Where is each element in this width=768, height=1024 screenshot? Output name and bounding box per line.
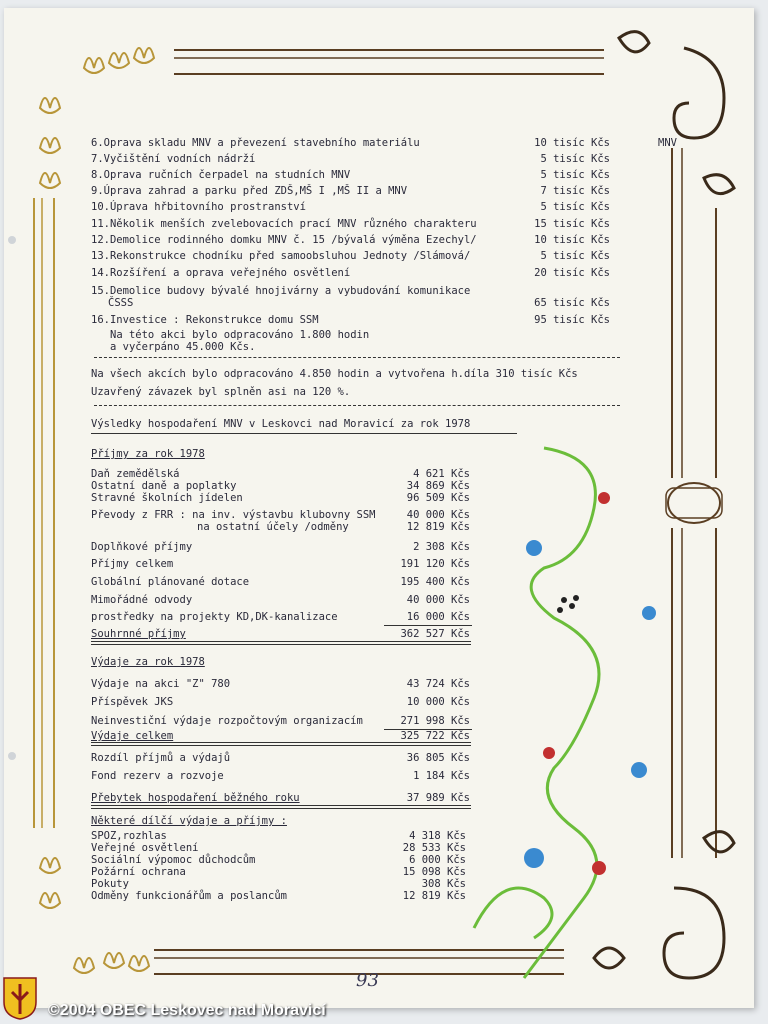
item-9-amount: 7 tisíc Kčs <box>540 185 610 197</box>
expenses-heading: Výdaje za rok 1978 <box>91 656 205 668</box>
item-11-amount: 15 tisíc Kčs <box>534 218 610 230</box>
income-heading: Příjmy za rok 1978 <box>91 448 205 460</box>
income-label: prostředky na projekty KD,DK-kanalizace <box>91 611 338 623</box>
footer-watermark <box>0 998 768 1024</box>
copyright-text: ©2004 OBEC Leskovec nad Moravicí <box>48 1002 326 1019</box>
item-11-text: 11.Několik menších zvelebovacích prací MNV různého charakteru <box>91 218 477 230</box>
item-7-amount: 5 tisíc Kčs <box>540 153 610 165</box>
akce-note-1: Na této akci bylo odpracováno 1.800 hodin <box>110 329 370 341</box>
item-10-text: 10.Úprava hřbitovního prostranství <box>91 201 306 213</box>
partial-label: Pokuty <box>91 878 129 890</box>
item-13-amount: 5 tisíc Kčs <box>540 250 610 262</box>
item-14-amount: 20 tisíc Kčs <box>534 267 610 279</box>
item-12-amount: 10 tisíc Kčs <box>534 234 610 246</box>
income-value: 191 120 Kčs <box>400 558 470 570</box>
item-15-amount: 65 tisíc Kčs <box>534 297 610 309</box>
divider <box>94 357 620 358</box>
expense-value: 10 000 Kčs <box>406 696 470 708</box>
item-6-amount: 10 tisíc Kčs <box>534 137 610 149</box>
akce-note-2: a vyčerpáno 45.000 Kčs. <box>110 341 256 353</box>
results-title: Výsledky hospodaření MNV v Leskovci nad Moravicí za rok 1978 <box>91 418 471 430</box>
partial-value: 12 819 Kčs <box>402 890 466 902</box>
partial-value: 4 318 Kčs <box>409 830 466 842</box>
expense-label: Rozdíl příjmů a výdajů <box>91 752 231 764</box>
income-label: Doplňkové příjmy <box>91 541 193 553</box>
expense-label: Příspěvek JKS <box>91 696 174 708</box>
item-13-text: 13.Rekonstrukce chodníku před samoobsluhou Jednoty /Slámová/ <box>91 250 471 262</box>
punch-hole <box>8 236 16 244</box>
partial-value: 15 098 Kčs <box>402 866 466 878</box>
partial-label: Veřejné osvětlení <box>91 842 199 854</box>
partial-heading: Některé dílčí výdaje a příjmy : <box>91 815 287 827</box>
income-label: Daň zemědělská <box>91 468 180 480</box>
income-value: 40 000 Kčs <box>406 509 470 521</box>
item-7-text: 7.Vyčištění vodních nádrží <box>91 153 256 165</box>
partial-value: 308 Kčs <box>421 878 466 890</box>
divider <box>94 405 620 406</box>
punch-hole <box>8 752 16 760</box>
total-double-rule <box>91 742 471 746</box>
partial-label: Sociální výpomoc důchodcům <box>91 854 256 866</box>
expense-label: Neinvestiční výdaje rozpočtovým organizacím <box>91 715 363 727</box>
income-value: 40 000 Kčs <box>406 594 470 606</box>
item-10-amount: 5 tisíc Kčs <box>540 201 610 213</box>
expense-total-value: 325 722 Kčs <box>400 730 470 742</box>
income-total-value: 362 527 Kčs <box>400 628 470 640</box>
expense-label: Výdaje na akci "Z" 780 <box>91 678 231 690</box>
partial-label: Odměny funkcionářům a poslancům <box>91 890 287 902</box>
item-16-text: 16.Investice : Rekonstrukce domu SSM <box>91 314 319 326</box>
income-label: na ostatní účely /odměny <box>197 521 349 533</box>
income-value: 16 000 Kčs <box>406 611 470 623</box>
item-14-text: 14.Rozšíření a oprava veřejného osvětlení <box>91 267 351 279</box>
item-9-text: 9.Úprava zahrad a parku před ZDŠ,MŠ I ,MŠ II a MNV <box>91 185 408 197</box>
surplus-label: Přebytek hospodaření běžného roku <box>91 792 300 804</box>
expense-label: Fond rezerv a rozvoje <box>91 770 224 782</box>
income-value: 4 621 Kčs <box>413 468 470 480</box>
partial-value: 6 000 Kčs <box>409 854 466 866</box>
income-label: Příjmy celkem <box>91 558 174 570</box>
expense-total-label: Výdaje celkem <box>91 730 174 742</box>
document-page <box>4 8 754 1008</box>
expense-value: 271 998 Kčs <box>400 715 470 727</box>
page-number: 93 <box>356 970 379 991</box>
item-16-amount: 95 tisíc Kčs <box>534 314 610 326</box>
summary-line-1: Na všech akcích bylo odpracováno 4.850 hodin a vytvořena h.díla 310 tisíc Kčs <box>91 368 578 380</box>
item-8-amount: 5 tisíc Kčs <box>540 169 610 181</box>
partial-label: SPOZ,rozhlas <box>91 830 167 842</box>
income-label: Ostatní daně a poplatky <box>91 480 237 492</box>
total-double-rule <box>91 805 471 809</box>
income-value: 34 869 Kčs <box>406 480 470 492</box>
title-underline <box>91 433 517 434</box>
summary-line-2: Uzavřený závazek byl splněn asi na 120 %. <box>91 386 351 398</box>
income-label: Mimořádné odvody <box>91 594 193 606</box>
item-15-text: 15.Demolice budovy bývalé hnojivárny a vybudování komunikace <box>91 285 471 297</box>
income-value: 96 509 Kčs <box>406 492 470 504</box>
income-label: Globální plánované dotace <box>91 576 250 588</box>
partial-value: 28 533 Kčs <box>402 842 466 854</box>
expense-value: 36 805 Kčs <box>406 752 470 764</box>
item-12-text: 12.Demolice rodinného domku MNV č. 15 /bývalá výměna Ezechyl/ <box>91 234 477 246</box>
income-label: Stravné školních jídelen <box>91 492 243 504</box>
sum-rule <box>384 625 472 626</box>
income-label: Převody z FRR : na inv. výstavbu klubovny SSM <box>91 509 376 521</box>
income-total-label: Souhrnné příjmy <box>91 628 186 640</box>
partial-label: Požární ochrana <box>91 866 186 878</box>
surplus-value: 37 989 Kčs <box>406 792 470 804</box>
expense-value: 1 184 Kčs <box>413 770 470 782</box>
total-double-rule <box>91 641 471 645</box>
income-value: 195 400 Kčs <box>400 576 470 588</box>
item-15-text-cont: ČSSS <box>108 297 134 309</box>
expense-value: 43 724 Kčs <box>406 678 470 690</box>
income-value: 2 308 Kčs <box>413 541 470 553</box>
income-value: 12 819 Kčs <box>406 521 470 533</box>
item-6-note: MNV <box>658 137 677 149</box>
item-6-text: 6.Oprava skladu MNV a převezení stavebního materiálu <box>91 137 420 149</box>
item-8-text: 8.Oprava ručních čerpadel na studních MNV <box>91 169 351 181</box>
